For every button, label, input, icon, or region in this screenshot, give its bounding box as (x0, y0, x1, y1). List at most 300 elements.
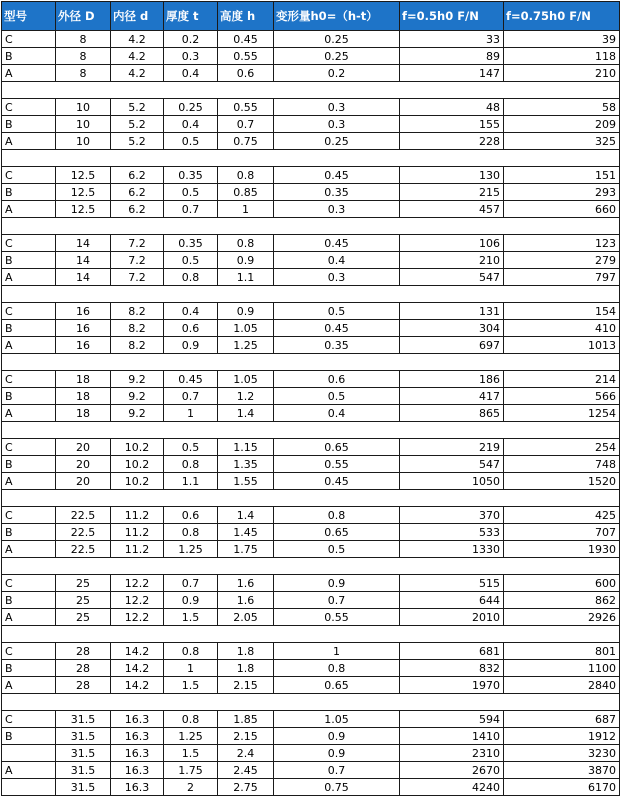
cell-force-half: 644 (400, 592, 504, 609)
cell-outer-diameter: 10 (56, 99, 111, 116)
cell-thickness: 1.25 (164, 541, 218, 558)
cell-model (2, 745, 56, 762)
cell-height: 0.9 (218, 303, 274, 320)
cell-force-half: 1330 (400, 541, 504, 558)
table-row (2, 524, 620, 541)
table-row (2, 201, 620, 218)
cell-deformation: 0.9 (274, 745, 400, 762)
cell-height: 1.45 (218, 524, 274, 541)
cell-force-three-quarter: 58 (504, 99, 620, 116)
cell-outer-diameter: 20 (56, 473, 111, 490)
cell-model: A (2, 133, 56, 150)
cell-height: 2.05 (218, 609, 274, 626)
cell-thickness: 0.5 (164, 439, 218, 456)
cell-height: 1.05 (218, 371, 274, 388)
cell-model: A (2, 609, 56, 626)
cell-thickness: 0.8 (164, 524, 218, 541)
cell-outer-diameter: 16 (56, 337, 111, 354)
cell-outer-diameter: 25 (56, 592, 111, 609)
group-separator-cell (2, 286, 620, 303)
table-row (2, 660, 620, 677)
cell-deformation: 0.7 (274, 592, 400, 609)
cell-inner-diameter: 6.2 (111, 201, 164, 218)
cell-outer-diameter: 20 (56, 439, 111, 456)
cell-outer-diameter: 14 (56, 252, 111, 269)
cell-inner-diameter: 16.3 (111, 728, 164, 745)
cell-force-three-quarter: 566 (504, 388, 620, 405)
cell-outer-diameter: 8 (56, 31, 111, 48)
cell-deformation: 0.65 (274, 677, 400, 694)
cell-thickness: 0.5 (164, 252, 218, 269)
cell-outer-diameter: 10 (56, 133, 111, 150)
cell-outer-diameter: 22.5 (56, 541, 111, 558)
table-row (2, 541, 620, 558)
cell-deformation: 0.25 (274, 31, 400, 48)
cell-model: A (2, 65, 56, 82)
group-separator-row (2, 82, 620, 99)
cell-deformation: 0.4 (274, 252, 400, 269)
header-deformation: 变形量h0=（h-t） (274, 2, 400, 31)
cell-height: 1.4 (218, 507, 274, 524)
cell-force-three-quarter: 2926 (504, 609, 620, 626)
table-row (2, 575, 620, 592)
cell-force-half: 594 (400, 711, 504, 728)
cell-force-half: 147 (400, 65, 504, 82)
cell-height: 2.4 (218, 745, 274, 762)
cell-inner-diameter: 12.2 (111, 575, 164, 592)
group-separator-cell (2, 626, 620, 643)
cell-model: A (2, 201, 56, 218)
cell-inner-diameter: 4.2 (111, 48, 164, 65)
table-row (2, 133, 620, 150)
cell-deformation: 1.05 (274, 711, 400, 728)
cell-force-three-quarter: 1912 (504, 728, 620, 745)
cell-force-half: 417 (400, 388, 504, 405)
cell-model: C (2, 371, 56, 388)
cell-outer-diameter: 12.5 (56, 184, 111, 201)
cell-inner-diameter: 4.2 (111, 31, 164, 48)
cell-force-three-quarter: 707 (504, 524, 620, 541)
cell-deformation: 0.25 (274, 48, 400, 65)
cell-model: B (2, 184, 56, 201)
cell-thickness: 0.35 (164, 167, 218, 184)
cell-inner-diameter: 14.2 (111, 660, 164, 677)
cell-force-half: 681 (400, 643, 504, 660)
cell-deformation: 0.3 (274, 116, 400, 133)
cell-force-half: 131 (400, 303, 504, 320)
cell-force-three-quarter: 151 (504, 167, 620, 184)
cell-height: 1.4 (218, 405, 274, 422)
cell-inner-diameter: 10.2 (111, 439, 164, 456)
cell-model: C (2, 439, 56, 456)
cell-inner-diameter: 7.2 (111, 269, 164, 286)
table-row (2, 235, 620, 252)
cell-outer-diameter: 18 (56, 405, 111, 422)
cell-force-three-quarter: 209 (504, 116, 620, 133)
cell-outer-diameter: 12.5 (56, 167, 111, 184)
cell-force-three-quarter: 1013 (504, 337, 620, 354)
cell-outer-diameter: 25 (56, 609, 111, 626)
cell-deformation: 0.5 (274, 303, 400, 320)
table-row (2, 99, 620, 116)
table-row (2, 320, 620, 337)
cell-height: 2.75 (218, 779, 274, 796)
cell-deformation: 0.3 (274, 269, 400, 286)
cell-force-three-quarter: 687 (504, 711, 620, 728)
table-row (2, 643, 620, 660)
cell-deformation: 0.45 (274, 235, 400, 252)
cell-height: 2.15 (218, 677, 274, 694)
cell-thickness: 0.4 (164, 65, 218, 82)
cell-force-three-quarter: 801 (504, 643, 620, 660)
cell-model (2, 779, 56, 796)
cell-height: 1.85 (218, 711, 274, 728)
cell-force-half: 370 (400, 507, 504, 524)
cell-height: 1.15 (218, 439, 274, 456)
cell-force-half: 186 (400, 371, 504, 388)
cell-model: C (2, 167, 56, 184)
cell-force-three-quarter: 154 (504, 303, 620, 320)
cell-height: 0.75 (218, 133, 274, 150)
table-row (2, 677, 620, 694)
cell-force-half: 106 (400, 235, 504, 252)
cell-inner-diameter: 11.2 (111, 524, 164, 541)
cell-height: 0.55 (218, 48, 274, 65)
table-row (2, 48, 620, 65)
cell-force-three-quarter: 797 (504, 269, 620, 286)
cell-height: 1.25 (218, 337, 274, 354)
cell-thickness: 0.8 (164, 456, 218, 473)
cell-inner-diameter: 4.2 (111, 65, 164, 82)
cell-inner-diameter: 9.2 (111, 388, 164, 405)
cell-inner-diameter: 16.3 (111, 745, 164, 762)
cell-thickness: 0.6 (164, 320, 218, 337)
table-row (2, 728, 620, 745)
cell-force-three-quarter: 123 (504, 235, 620, 252)
cell-height: 1.75 (218, 541, 274, 558)
cell-model: B (2, 48, 56, 65)
cell-force-three-quarter: 293 (504, 184, 620, 201)
cell-thickness: 0.7 (164, 388, 218, 405)
cell-inner-diameter: 16.3 (111, 779, 164, 796)
cell-height: 2.45 (218, 762, 274, 779)
cell-inner-diameter: 7.2 (111, 235, 164, 252)
table-row (2, 269, 620, 286)
table-row (2, 252, 620, 269)
cell-deformation: 0.35 (274, 184, 400, 201)
cell-height: 1.8 (218, 660, 274, 677)
cell-force-half: 89 (400, 48, 504, 65)
cell-deformation: 0.25 (274, 133, 400, 150)
cell-force-three-quarter: 425 (504, 507, 620, 524)
cell-thickness: 2 (164, 779, 218, 796)
cell-force-half: 547 (400, 269, 504, 286)
table-row (2, 762, 620, 779)
cell-height: 0.85 (218, 184, 274, 201)
cell-inner-diameter: 10.2 (111, 473, 164, 490)
cell-inner-diameter: 7.2 (111, 252, 164, 269)
cell-force-three-quarter: 1520 (504, 473, 620, 490)
header-force-three-quarter: f=0.75h0 F/N (504, 2, 620, 31)
cell-force-half: 865 (400, 405, 504, 422)
cell-thickness: 0.8 (164, 269, 218, 286)
cell-force-three-quarter: 748 (504, 456, 620, 473)
cell-force-three-quarter: 118 (504, 48, 620, 65)
cell-model: A (2, 677, 56, 694)
cell-thickness: 1.75 (164, 762, 218, 779)
cell-height: 1.6 (218, 592, 274, 609)
cell-force-half: 48 (400, 99, 504, 116)
cell-force-three-quarter: 254 (504, 439, 620, 456)
cell-force-half: 2310 (400, 745, 504, 762)
cell-outer-diameter: 31.5 (56, 762, 111, 779)
cell-deformation: 0.3 (274, 201, 400, 218)
cell-thickness: 1.5 (164, 677, 218, 694)
cell-deformation: 0.4 (274, 405, 400, 422)
cell-deformation: 0.55 (274, 609, 400, 626)
cell-deformation: 0.45 (274, 167, 400, 184)
cell-outer-diameter: 31.5 (56, 711, 111, 728)
cell-model: A (2, 762, 56, 779)
cell-force-half: 155 (400, 116, 504, 133)
cell-inner-diameter: 10.2 (111, 456, 164, 473)
cell-inner-diameter: 8.2 (111, 303, 164, 320)
table-row (2, 609, 620, 626)
cell-force-three-quarter: 279 (504, 252, 620, 269)
cell-model: B (2, 592, 56, 609)
cell-deformation: 0.8 (274, 660, 400, 677)
cell-force-three-quarter: 1100 (504, 660, 620, 677)
cell-force-three-quarter: 2840 (504, 677, 620, 694)
cell-outer-diameter: 31.5 (56, 779, 111, 796)
group-separator-row (2, 558, 620, 575)
cell-deformation: 0.65 (274, 524, 400, 541)
cell-height: 1.1 (218, 269, 274, 286)
cell-model: A (2, 269, 56, 286)
cell-force-three-quarter: 214 (504, 371, 620, 388)
table-row (2, 167, 620, 184)
cell-force-half: 215 (400, 184, 504, 201)
cell-model: B (2, 388, 56, 405)
cell-height: 2.15 (218, 728, 274, 745)
header-model: 型号 (2, 2, 56, 31)
cell-outer-diameter: 22.5 (56, 507, 111, 524)
group-separator-row (2, 626, 620, 643)
cell-inner-diameter: 11.2 (111, 541, 164, 558)
cell-height: 1.55 (218, 473, 274, 490)
cell-thickness: 1.25 (164, 728, 218, 745)
cell-deformation: 0.8 (274, 507, 400, 524)
table-row (2, 779, 620, 796)
cell-force-three-quarter: 325 (504, 133, 620, 150)
cell-inner-diameter: 5.2 (111, 116, 164, 133)
cell-thickness: 0.9 (164, 337, 218, 354)
cell-force-half: 533 (400, 524, 504, 541)
cell-thickness: 0.7 (164, 201, 218, 218)
cell-thickness: 0.4 (164, 303, 218, 320)
table-row (2, 31, 620, 48)
table-row (2, 592, 620, 609)
group-separator-row (2, 490, 620, 507)
cell-deformation: 0.2 (274, 65, 400, 82)
cell-thickness: 0.35 (164, 235, 218, 252)
table-row (2, 405, 620, 422)
cell-model: C (2, 235, 56, 252)
cell-force-half: 832 (400, 660, 504, 677)
cell-height: 1.8 (218, 643, 274, 660)
cell-model: A (2, 405, 56, 422)
cell-thickness: 0.5 (164, 133, 218, 150)
cell-thickness: 1.1 (164, 473, 218, 490)
cell-force-three-quarter: 3230 (504, 745, 620, 762)
cell-inner-diameter: 9.2 (111, 405, 164, 422)
cell-deformation: 0.35 (274, 337, 400, 354)
cell-height: 1 (218, 201, 274, 218)
cell-deformation: 0.5 (274, 388, 400, 405)
cell-thickness: 1.5 (164, 745, 218, 762)
cell-model: A (2, 337, 56, 354)
cell-thickness: 1.5 (164, 609, 218, 626)
table-row (2, 711, 620, 728)
cell-model: B (2, 728, 56, 745)
group-separator-row (2, 218, 620, 235)
cell-outer-diameter: 31.5 (56, 728, 111, 745)
cell-inner-diameter: 14.2 (111, 677, 164, 694)
cell-deformation: 0.55 (274, 456, 400, 473)
cell-force-half: 1970 (400, 677, 504, 694)
cell-outer-diameter: 14 (56, 235, 111, 252)
cell-outer-diameter: 28 (56, 643, 111, 660)
cell-thickness: 0.8 (164, 711, 218, 728)
group-separator-cell (2, 490, 620, 507)
cell-outer-diameter: 10 (56, 116, 111, 133)
cell-force-three-quarter: 6170 (504, 779, 620, 796)
header-outer-diameter: 外径 D (56, 2, 111, 31)
cell-thickness: 0.9 (164, 592, 218, 609)
cell-model: A (2, 473, 56, 490)
group-separator-row (2, 286, 620, 303)
group-separator-cell (2, 558, 620, 575)
cell-thickness: 0.4 (164, 116, 218, 133)
group-separator-cell (2, 218, 620, 235)
table-row (2, 65, 620, 82)
cell-height: 0.7 (218, 116, 274, 133)
cell-model: B (2, 456, 56, 473)
cell-inner-diameter: 8.2 (111, 337, 164, 354)
cell-force-three-quarter: 1930 (504, 541, 620, 558)
cell-force-half: 210 (400, 252, 504, 269)
table-row (2, 507, 620, 524)
cell-inner-diameter: 8.2 (111, 320, 164, 337)
cell-force-half: 2010 (400, 609, 504, 626)
cell-height: 0.9 (218, 252, 274, 269)
cell-outer-diameter: 31.5 (56, 745, 111, 762)
cell-height: 0.55 (218, 99, 274, 116)
cell-deformation: 1 (274, 643, 400, 660)
disc-spring-spec-table (1, 1, 620, 796)
cell-thickness: 1 (164, 660, 218, 677)
header-inner-diameter: 内径 d (111, 2, 164, 31)
cell-deformation: 0.9 (274, 728, 400, 745)
group-separator-row (2, 694, 620, 711)
table-row (2, 184, 620, 201)
cell-inner-diameter: 16.3 (111, 711, 164, 728)
cell-thickness: 0.7 (164, 575, 218, 592)
cell-model: C (2, 575, 56, 592)
cell-model: C (2, 711, 56, 728)
table-row (2, 473, 620, 490)
cell-outer-diameter: 8 (56, 48, 111, 65)
table-row (2, 745, 620, 762)
cell-deformation: 0.3 (274, 99, 400, 116)
cell-force-three-quarter: 862 (504, 592, 620, 609)
cell-force-three-quarter: 600 (504, 575, 620, 592)
cell-force-three-quarter: 660 (504, 201, 620, 218)
cell-inner-diameter: 5.2 (111, 99, 164, 116)
cell-outer-diameter: 14 (56, 269, 111, 286)
cell-height: 1.05 (218, 320, 274, 337)
cell-deformation: 0.5 (274, 541, 400, 558)
group-separator-cell (2, 150, 620, 167)
cell-force-half: 4240 (400, 779, 504, 796)
cell-outer-diameter: 8 (56, 65, 111, 82)
cell-force-half: 457 (400, 201, 504, 218)
cell-height: 1.35 (218, 456, 274, 473)
cell-thickness: 1 (164, 405, 218, 422)
cell-deformation: 0.45 (274, 473, 400, 490)
cell-height: 0.8 (218, 167, 274, 184)
cell-inner-diameter: 5.2 (111, 133, 164, 150)
cell-inner-diameter: 12.2 (111, 609, 164, 626)
cell-model: B (2, 660, 56, 677)
cell-force-half: 1050 (400, 473, 504, 490)
cell-outer-diameter: 16 (56, 303, 111, 320)
header-force-half: f=0.5h0 F/N (400, 2, 504, 31)
group-separator-cell (2, 354, 620, 371)
cell-outer-diameter: 16 (56, 320, 111, 337)
cell-inner-diameter: 12.2 (111, 592, 164, 609)
cell-force-half: 547 (400, 456, 504, 473)
cell-thickness: 0.6 (164, 507, 218, 524)
cell-deformation: 0.7 (274, 762, 400, 779)
header-row (2, 2, 620, 31)
cell-model: C (2, 99, 56, 116)
cell-inner-diameter: 6.2 (111, 184, 164, 201)
cell-model: C (2, 507, 56, 524)
cell-model: B (2, 320, 56, 337)
table-row (2, 439, 620, 456)
cell-outer-diameter: 28 (56, 660, 111, 677)
cell-height: 1.6 (218, 575, 274, 592)
group-separator-row (2, 354, 620, 371)
cell-outer-diameter: 25 (56, 575, 111, 592)
cell-model: A (2, 541, 56, 558)
cell-force-three-quarter: 3870 (504, 762, 620, 779)
cell-inner-diameter: 14.2 (111, 643, 164, 660)
group-separator-cell (2, 422, 620, 439)
cell-force-half: 697 (400, 337, 504, 354)
group-separator-cell (2, 82, 620, 99)
table-row (2, 371, 620, 388)
table-row (2, 303, 620, 320)
cell-model: B (2, 252, 56, 269)
cell-outer-diameter: 12.5 (56, 201, 111, 218)
cell-force-half: 130 (400, 167, 504, 184)
cell-force-half: 219 (400, 439, 504, 456)
cell-height: 0.6 (218, 65, 274, 82)
group-separator-cell (2, 694, 620, 711)
cell-outer-diameter: 20 (56, 456, 111, 473)
